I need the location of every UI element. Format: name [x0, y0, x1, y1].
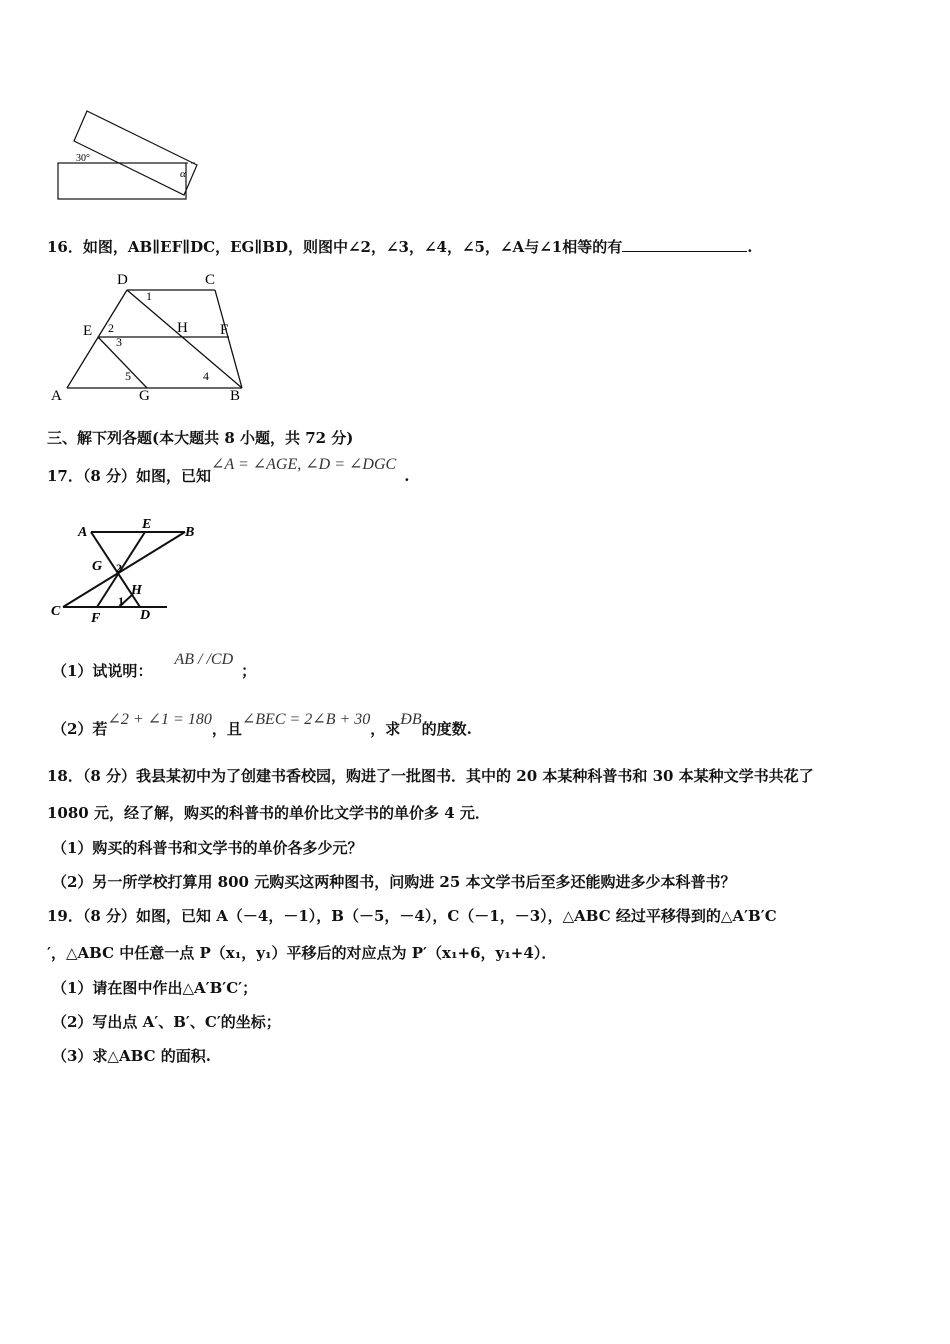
q16-end: .	[747, 238, 753, 256]
q18-part2: （2）另一所学校打算用 800 元购买这两种图书，问购进 25 本文学书后至多还能购进多少本科普书？	[52, 873, 736, 891]
q17-p2-math3: ÐB	[400, 711, 422, 728]
fig17-angle-1: 1	[118, 594, 124, 608]
figure-q17	[45, 514, 205, 626]
fig17-label-A: A	[78, 525, 88, 540]
fig16-angle-2: 2	[108, 321, 114, 335]
fig16-label-A: A	[51, 388, 62, 404]
fig17-label-B: B	[185, 525, 195, 540]
fig17-label-C: C	[51, 604, 61, 619]
fig16-label-E: E	[83, 323, 93, 339]
fig17-angle-2: 2	[116, 561, 122, 575]
fig16-label-D: D	[117, 272, 128, 288]
fig16-label-G: G	[139, 388, 150, 404]
q16-number: 16．	[47, 238, 83, 256]
fig16-label-F: F	[220, 322, 229, 338]
fig15-alpha-label: α	[180, 168, 186, 180]
q17-line	[47, 456, 410, 486]
section3-title: 三、解下列各题(本大题共 8 小题，共 72 分)	[47, 429, 354, 447]
fig16-angle-5: 5	[125, 369, 131, 383]
q17-number: 17．（8 分）如图，已知	[47, 467, 212, 485]
q18-line1: 18．（8 分）我县某初中为了创建书香校园，购进了一批图书．其中的 20 本某种科普书和 30 本某种文学书共花了	[47, 767, 814, 785]
q16-text: 如图，AB∥EF∥DC，EG∥BD，则图中∠2，∠3，∠4，∠5，∠A与∠1相等的有	[82, 238, 623, 256]
q17-end: .	[404, 467, 410, 485]
q17-p1-end: ；	[241, 662, 257, 680]
fig17-label-F: F	[91, 611, 101, 626]
q16-line	[47, 236, 752, 257]
fig17-label-E: E	[142, 517, 152, 532]
q19-part3: （3）求△ABC 的面积.	[52, 1047, 211, 1065]
q17-part1	[52, 651, 257, 681]
q17-part2	[52, 711, 472, 739]
fig15-base-rect	[58, 163, 186, 199]
q17-p2-prefix: （2）若	[52, 720, 108, 738]
fig15-angle-label: 30°	[76, 153, 90, 164]
q18-part1: （1）购买的科普书和文学书的单价各多少元？	[52, 839, 363, 857]
q19-line2: ′，△ABC 中任意一点 P（x₁，y₁）平移后的对应点为 P′（x₁+6，y₁+4）．	[47, 944, 557, 962]
fig17-label-H: H	[131, 583, 142, 598]
fig16-angle-1: 1	[146, 289, 152, 303]
q17-p2-mid: ，且	[211, 720, 242, 738]
q16-answer-blank	[622, 239, 747, 252]
fig16-angle-4: 4	[203, 369, 209, 383]
q17-condition: ∠A = ∠AGE, ∠D = ∠DGC	[211, 456, 397, 473]
q19-line1: 19．（8 分）如图，已知 A（－4，－1），B（－5，－4），C（－1，－3），△ABC 经过平移得到的△A′B′C	[47, 907, 777, 925]
fig16-label-C: C	[205, 272, 216, 288]
q17-p1-prefix: （1）试说明：	[52, 662, 153, 680]
q19-part1: （1）请在图中作出△A′B′C′；	[52, 979, 258, 997]
fig16-label-H: H	[177, 320, 188, 336]
figure-q15	[50, 105, 210, 205]
fig16-label-B: B	[230, 388, 241, 404]
q19-part2: （2）写出点 A′、B′、C′的坐标；	[52, 1013, 281, 1031]
fig16-angle-3: 3	[116, 335, 122, 349]
figure-q16	[45, 268, 260, 406]
q17-p2-math2: ∠BEC = 2∠B + 30	[241, 711, 371, 728]
q17-p1-math: AB / /CD	[174, 651, 234, 668]
fig17-label-G: G	[92, 559, 103, 574]
q17-p2-math1: ∠2 + ∠1 = 180	[107, 711, 212, 728]
q18-line2: 1080 元，经了解，购买的科普书的单价比文学书的单价多 4 元．	[47, 804, 490, 822]
q17-p2-end: 的度数.	[421, 720, 472, 738]
q17-p2-mid2: ，求	[370, 720, 401, 738]
fig15-rotated-rect	[74, 111, 197, 195]
fig17-label-D: D	[140, 608, 151, 623]
